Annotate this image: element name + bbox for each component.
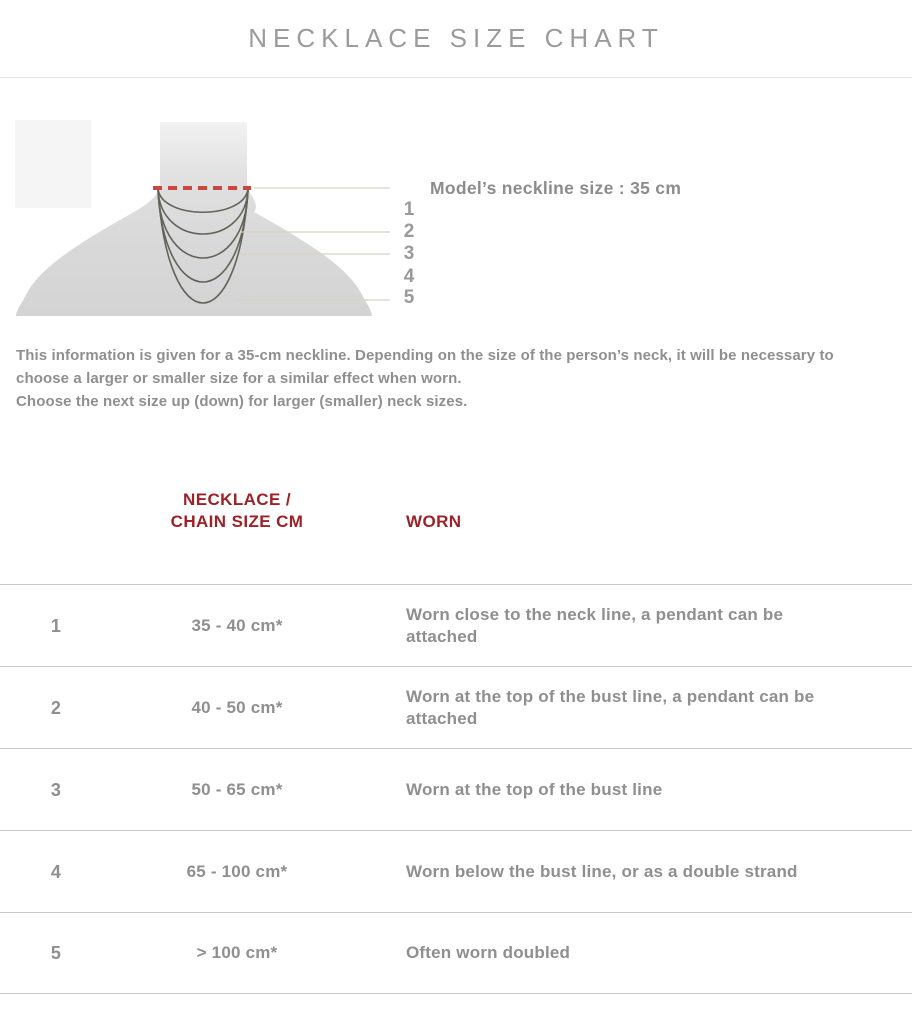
diagram-label-5: 5 [403, 287, 415, 308]
row-worn: Often worn doubled [406, 943, 571, 962]
row-number: 4 [50, 861, 62, 882]
table-header-row [0, 489, 912, 584]
row-worn: Worn below the bust line, or as a double strand [406, 861, 798, 881]
row-number: 3 [50, 779, 62, 800]
background-shade [15, 120, 91, 208]
table-row [0, 912, 912, 994]
page-header [0, 0, 912, 78]
row-size: 35 - 40 cm* [191, 615, 283, 635]
row-number: 2 [50, 697, 62, 718]
table-row [0, 830, 912, 912]
diagram-label-4: 4 [403, 266, 415, 287]
row-worn-cell [378, 686, 896, 730]
row-size: 65 - 100 cm* [186, 861, 288, 881]
row-worn-cell [378, 942, 896, 964]
worn-column-header: WORN [406, 512, 462, 531]
row-size: 50 - 65 cm* [191, 779, 283, 799]
row-worn: Worn at the top of the bust line, a pendant can be attached [406, 686, 815, 728]
size-table [0, 489, 912, 994]
necklace-diagram [0, 110, 912, 332]
info-text-1: This information is given for a 35-cm neckline. Depending on the size of the person’s neck, it will be necessary to choose a larger or smaller size for a similar effect when worn. [16, 347, 834, 387]
row-worn: Worn at the top of the bust line [406, 779, 663, 799]
info-paragraph [16, 344, 884, 413]
row-worn-cell [378, 604, 896, 648]
table-header-worn-cell [378, 511, 896, 533]
page-title: NECKLACE SIZE CHART [248, 23, 664, 53]
diagram-label-2: 2 [403, 221, 415, 242]
table-row [0, 666, 912, 748]
row-number: 5 [50, 943, 62, 963]
diagram-label-1: 1 [403, 199, 415, 220]
row-size: 40 - 50 cm* [191, 697, 283, 717]
info-text-2: Choose the next size up (down) for larger (smaller) neck sizes. [16, 393, 468, 410]
size-column-header-line1: NECKLACE / [183, 490, 291, 509]
table-row [0, 584, 912, 666]
table-header-size-cell [96, 489, 378, 533]
row-size: > 100 cm* [196, 943, 278, 962]
row-worn: Worn close to the neck line, a pendant can be attached [406, 604, 784, 646]
row-worn-cell [378, 779, 896, 801]
neck-illustration [0, 110, 912, 332]
table-row [0, 748, 912, 830]
size-column-header-line2: CHAIN SIZE CM [170, 512, 304, 531]
row-number: 1 [50, 615, 62, 636]
model-neckline-note: Model’s neckline size : 35 cm [430, 178, 682, 198]
diagram-label-3: 3 [403, 243, 415, 264]
row-worn-cell [378, 861, 896, 883]
